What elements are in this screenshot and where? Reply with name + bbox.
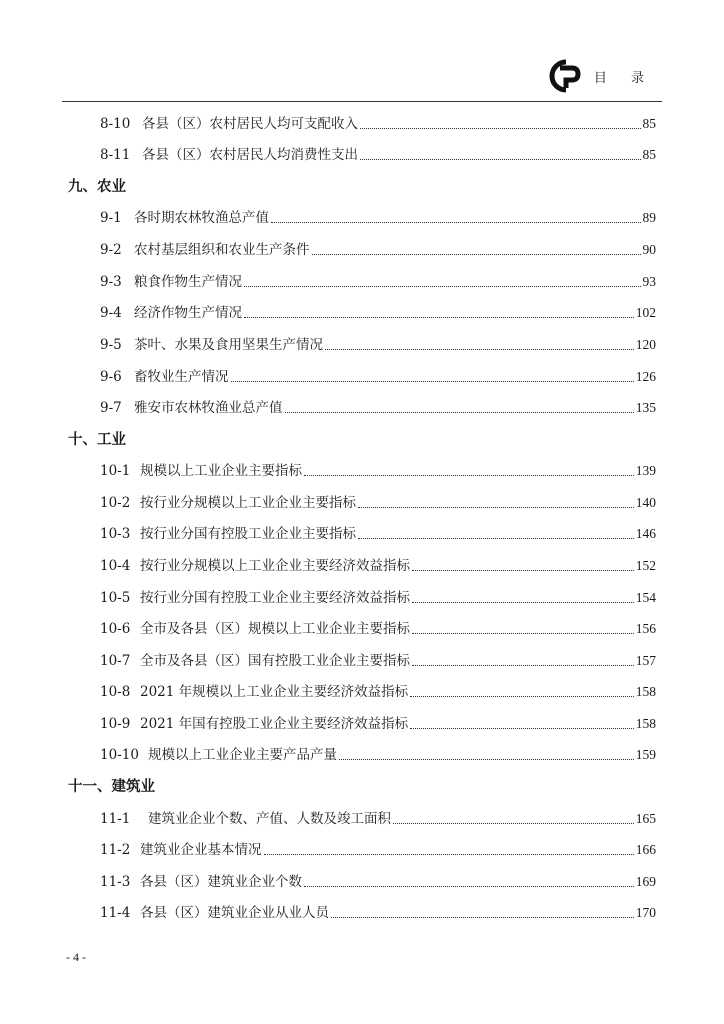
toc-entry-page: 139 [635,463,656,478]
toc-entry-page: 170 [635,905,656,920]
toc-entry-title: 各县（区）建筑业企业从业人员 [140,905,329,921]
dot-leader [412,569,634,571]
section-heading: 九、农业 [68,179,126,195]
toc-entry-title: 粮食作物生产情况 [134,274,242,290]
toc-entry-page: 120 [635,337,656,352]
toc-entry-title: 各县（区）建筑业企业个数 [140,874,302,890]
toc-entry-number: 11-2 [100,842,131,858]
section-heading: 十、工业 [68,432,126,448]
toc-entry[interactable] [100,398,656,418]
toc-entry-title: 按行业分国有控股工业企业主要经济效益指标 [140,590,410,606]
toc-entry-title: 建筑业企业基本情况 [140,842,262,858]
toc-entry-title: 2021 年国有控股工业企业主要经济效益指标 [140,716,409,732]
toc-entry-number: 9-7 [100,400,122,416]
toc-entry-page: 165 [635,811,656,826]
dot-leader [360,127,641,129]
toc-entry-number: 8-10 [100,116,131,132]
dot-leader [264,853,634,855]
toc-entry[interactable] [100,619,656,639]
toc-entry[interactable] [100,208,656,228]
toc-entry-number: 11-1 [100,811,131,827]
toc-entry-number: 10-1 [100,463,131,479]
toc-entry[interactable] [100,556,656,576]
dot-leader [331,916,634,918]
toc-entry[interactable] [100,272,656,292]
toc-entry[interactable] [100,714,656,734]
toc-entry[interactable] [100,745,656,765]
dot-leader [285,411,634,413]
toc-entry-title: 各县（区）农村居民人均可支配收入 [142,116,358,132]
toc-entry[interactable] [100,809,656,829]
toc-entry-number: 10-5 [100,590,131,606]
toc-entry-number: 9-1 [100,210,122,226]
toc-entry-page: 159 [635,747,656,762]
toc-entry-page: 102 [635,305,656,320]
toc-entry[interactable] [100,114,656,134]
toc-entry-page: 85 [642,116,656,131]
dot-leader [304,474,634,476]
dot-leader [412,664,634,666]
toc-entry-page: 93 [642,274,656,289]
toc-entry-number: 10-7 [100,653,131,669]
dot-leader [325,348,634,350]
dot-leader [360,158,641,160]
toc-entry-page: 126 [635,369,656,384]
dot-leader [412,601,634,603]
toc-entry-number: 10-10 [100,747,139,763]
dot-leader [410,727,634,729]
toc-entry-page: 157 [635,653,656,668]
toc-entry-title: 各县（区）农村居民人均消费性支出 [142,147,358,163]
toc-entry[interactable] [100,145,656,165]
dot-leader [304,885,634,887]
toc-entry[interactable] [100,335,656,355]
toc-entry-title: 按行业分规模以上工业企业主要经济效益指标 [140,558,410,574]
page-number: - 4 - [66,950,86,964]
toc-entry[interactable] [100,367,656,387]
dot-leader [339,758,634,760]
toc-entry-title: 规模以上工业企业主要产品产量 [148,747,337,763]
toc-entry-page: 152 [635,558,656,573]
toc-entry-page: 146 [635,526,656,541]
dot-leader [358,506,634,508]
toc-entry-title: 规模以上工业企业主要指标 [140,463,302,479]
toc-entry-number: 11-3 [100,874,131,890]
toc-entry-title: 按行业分国有控股工业企业主要指标 [140,526,356,542]
toc-entry-number: 10-8 [100,684,131,700]
toc-entry[interactable] [100,524,656,544]
toc-entry-title: 经济作物生产情况 [134,305,242,321]
dot-leader [412,632,634,634]
toc-entry[interactable] [100,303,656,323]
toc-entry-page: 158 [635,716,656,731]
toc-entry[interactable] [100,682,656,702]
toc-entry-page: 90 [642,242,656,257]
toc-entry-title: 雅安市农林牧渔业总产值 [134,400,283,416]
dot-leader [410,695,634,697]
toc-entry-title: 全市及各县（区）规模以上工业企业主要指标 [140,621,410,637]
page-header [546,58,654,94]
header-title: 目 录 [593,70,654,86]
toc-entry-number: 10-9 [100,716,131,732]
toc-entry[interactable] [100,840,656,860]
toc-entry-number: 9-5 [100,337,122,353]
dot-leader [358,537,634,539]
toc-entry[interactable] [100,588,656,608]
toc-entry-title: 建筑业企业个数、产值、人数及竣工面积 [148,811,391,827]
toc-entry-page: 140 [635,495,656,510]
toc-entry-page: 135 [635,400,656,415]
toc-entry-number: 10-2 [100,495,131,511]
toc-entry-number: 11-4 [100,905,131,921]
toc-entry[interactable] [100,903,656,923]
statistics-logo-icon [546,58,582,94]
dot-leader [244,285,641,287]
toc-entry-number: 10-4 [100,558,131,574]
header-divider [62,101,662,102]
dot-leader [244,316,634,318]
toc-entry-page: 89 [642,210,656,225]
toc-entry-number: 9-2 [100,242,122,258]
toc-entry-title: 2021 年规模以上工业企业主要经济效益指标 [140,684,409,700]
dot-leader [312,253,641,255]
toc-entry-title: 农村基层组织和农业生产条件 [134,242,310,258]
toc-entry[interactable] [100,651,656,671]
toc-entry[interactable] [100,493,656,513]
section-heading: 十一、建筑业 [68,779,155,795]
toc-entry-page: 158 [635,684,656,699]
toc-entry-title: 按行业分规模以上工业企业主要指标 [140,495,356,511]
toc-entry-number: 9-6 [100,369,122,385]
toc-entry-number: 10-6 [100,621,131,637]
toc-entry-number: 8-11 [100,147,131,163]
toc-entry-number: 10-3 [100,526,131,542]
toc-entry[interactable] [100,240,656,260]
toc-entry-number: 9-4 [100,305,122,321]
toc-entry[interactable] [100,461,656,481]
toc-entry-page: 154 [635,590,656,605]
toc-entry-title: 茶叶、水果及食用坚果生产情况 [134,337,323,353]
toc-entry[interactable] [100,872,656,892]
toc-entry-page: 166 [635,842,656,857]
toc-entry-number: 9-3 [100,274,122,290]
toc-entry-title: 全市及各县（区）国有控股工业企业主要指标 [140,653,410,669]
dot-leader [393,822,634,824]
dot-leader [271,221,641,223]
toc-entry-page: 85 [642,147,656,162]
toc-entry-page: 169 [635,874,656,889]
toc-entry-page: 156 [635,621,656,636]
toc-entry-title: 畜牧业生产情况 [134,369,229,385]
toc-entry-title: 各时期农林牧渔总产值 [134,210,269,226]
dot-leader [231,380,634,382]
